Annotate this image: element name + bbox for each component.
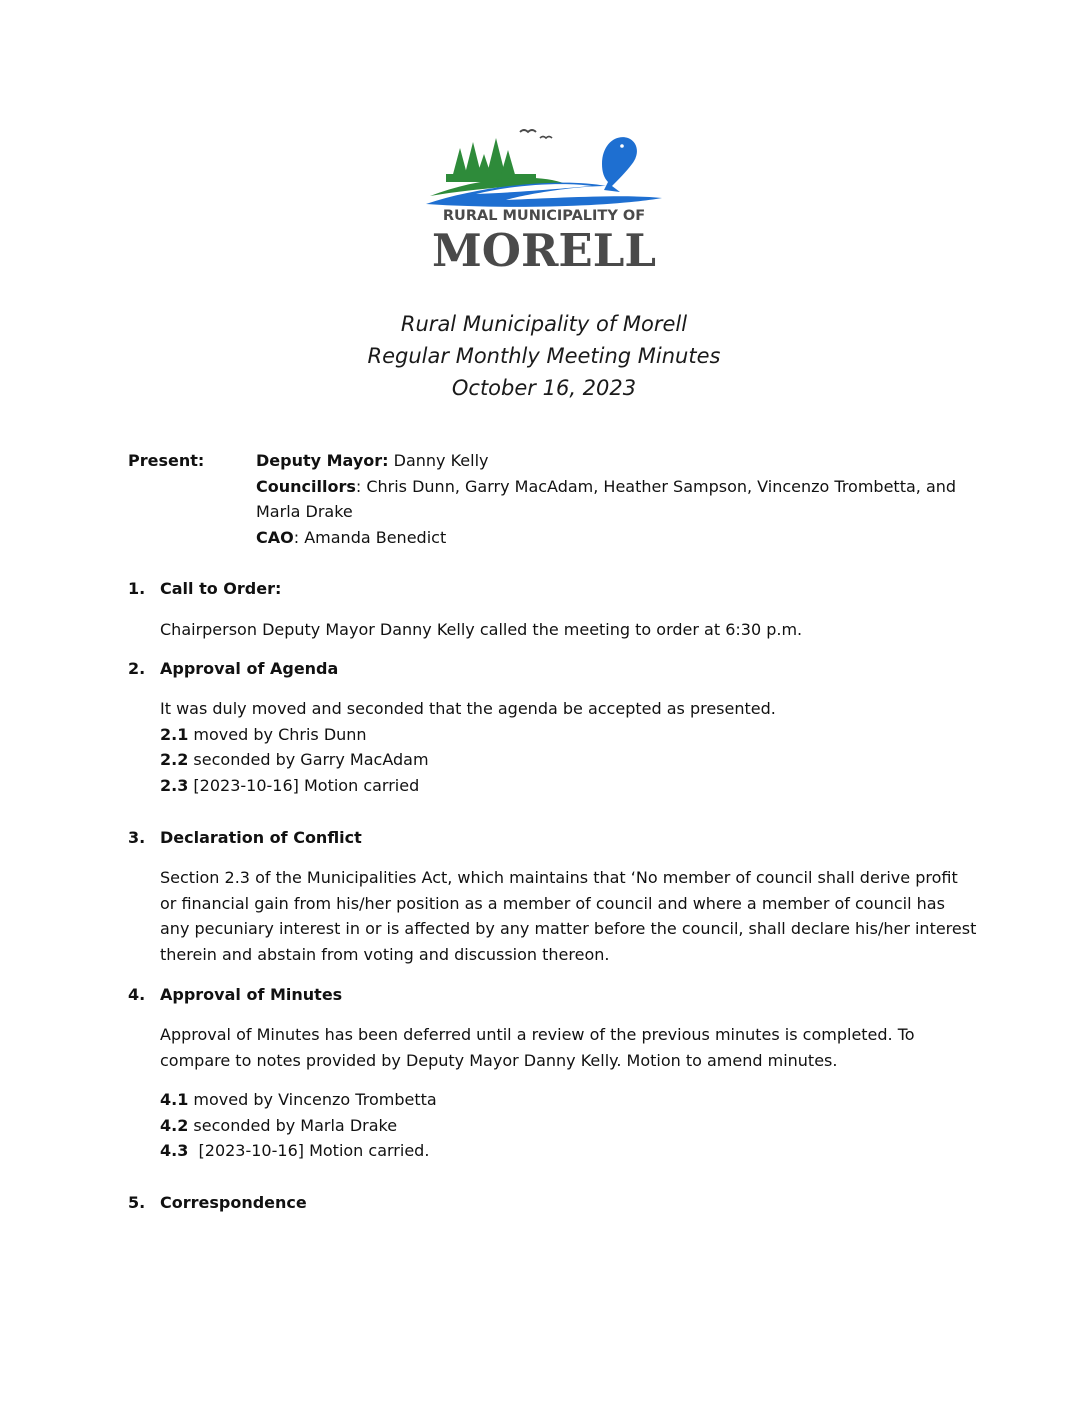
- section-text-line: or financial gain from his/her position as a member of council and where a member of council has: [160, 893, 945, 913]
- deputy-mayor-label: Deputy Mayor:: [256, 451, 389, 470]
- municipality-logo: [416, 124, 672, 274]
- section-number: 3.: [128, 828, 146, 847]
- motion-item: [160, 722, 968, 748]
- deputy-mayor-line: [256, 448, 968, 474]
- section-text-line: Approval of Minutes has been deferred until a review of the previous minutes is completed. To: [160, 1025, 915, 1044]
- motion-number: 4.3: [160, 1141, 189, 1160]
- motion-number: 4.2: [160, 1115, 189, 1135]
- section-heading: Approval of Agenda: [160, 659, 339, 678]
- motion-text: moved by Vincenzo Trombetta: [188, 1090, 437, 1109]
- motion-item: [160, 1138, 968, 1164]
- present-label: Present:: [128, 451, 205, 470]
- cao-name: : Amanda Benedict: [293, 527, 447, 547]
- motion-item: [160, 773, 968, 799]
- section-body: [160, 617, 968, 643]
- motion-text: seconded by Marla Drake: [188, 1115, 398, 1135]
- logo-graphic: [416, 124, 672, 274]
- motion-number: 2.1: [160, 724, 189, 744]
- section-text-line: Section 2.3 of the Municipalities Act, which maintains that ‘No member of council shall derive profit: [160, 868, 958, 887]
- motion-item: [160, 747, 968, 773]
- section-heading: Declaration of Conflict: [160, 828, 362, 847]
- section-number: 2.: [128, 659, 146, 678]
- section-text-line: therein and abstain from voting and discussion thereon.: [160, 944, 610, 964]
- motion-number: 4.1: [160, 1090, 189, 1109]
- councillors-line: [256, 474, 968, 525]
- section-number: 1.: [128, 579, 146, 598]
- motion-text: seconded by Garry MacAdam: [188, 750, 429, 769]
- logo-text-main: MORELL: [432, 224, 656, 274]
- section-text-line: compare to notes provided by Deputy Mayor Danny Kelly. Motion to amend minutes.: [160, 1050, 838, 1070]
- title-line-2: Regular Monthly Meeting Minutes: [367, 344, 721, 368]
- section-heading: Approval of Minutes: [160, 985, 343, 1004]
- logo-text-top: RURAL MUNICIPALITY OF: [442, 208, 646, 224]
- section-number: 4.: [128, 985, 146, 1004]
- attendees: [256, 448, 968, 550]
- cao-label: CAO: [256, 527, 294, 547]
- section-body: [160, 1022, 968, 1164]
- motion-text: [2023-10-16] Motion carried: [188, 775, 420, 795]
- deputy-mayor-name: Danny Kelly: [388, 451, 489, 470]
- section-heading: Correspondence: [160, 1193, 307, 1212]
- motion-item: [160, 1087, 968, 1113]
- motion-number: 2.2: [160, 750, 189, 769]
- section-text-line: any pecuniary interest in or is affected by any matter before the council, shall declare his/her interest: [160, 919, 977, 938]
- title-line-3: October 16, 2023: [451, 376, 637, 400]
- motion-text: moved by Chris Dunn: [188, 724, 367, 744]
- section-heading: Call to Order:: [160, 579, 282, 598]
- section-text: It was duly moved and seconded that the agenda be accepted as presented.: [160, 699, 776, 718]
- motion-item: [160, 1113, 968, 1139]
- title-line-1: Rural Municipality of Morell: [400, 312, 688, 336]
- section-number: 5.: [128, 1193, 146, 1212]
- councillors-label: Councillors: [256, 476, 356, 496]
- section-body: [160, 865, 977, 967]
- section-text: Chairperson Deputy Mayor Danny Kelly called the meeting to order at 6:30 p.m.: [160, 620, 803, 639]
- cao-line: [256, 525, 968, 551]
- motion-number: 2.3: [160, 775, 189, 795]
- document-title: [0, 308, 1088, 404]
- section-body: [160, 696, 968, 798]
- councillors-names: : Chris Dunn, Garry MacAdam, Heather Sampson, Vincenzo Trombetta, and Marla Drake: [256, 476, 957, 521]
- motion-text: [2023-10-16] Motion carried.: [188, 1141, 430, 1160]
